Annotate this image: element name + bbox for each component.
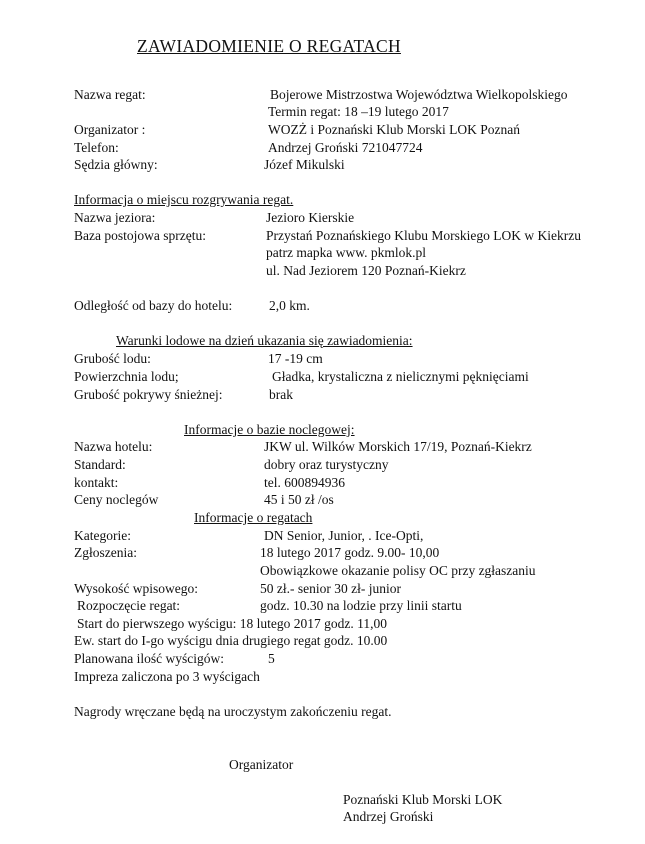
price-label: Ceny noclegów (74, 492, 159, 507)
organizer-label: Organizator : (74, 122, 146, 137)
insurance-note: Obowiązkowe okazanie polisy OC przy zgłaszaniu (260, 563, 536, 578)
lodging-heading: Informacje o bazie noclegowej: (184, 422, 355, 437)
planned-races-label: Planowana ilość wyścigów: (74, 651, 224, 666)
second-day-start-line: Ew. start do I-go wyścigu dnia drugiego regat godz. 10.00 (74, 633, 388, 648)
fee-label: Wysokość wpisowego: (74, 581, 199, 596)
venue-heading: Informacja o miejscu rozgrywania regat. (74, 192, 294, 207)
snow-value: brak (269, 387, 293, 402)
base-label: Baza postojowa sprzętu: (74, 228, 206, 243)
categories-label: Kategorie: (74, 528, 131, 543)
regatta-heading: Informacje o regatach (194, 510, 313, 525)
phone-value: Andrzej Groński 721047724 (268, 140, 423, 155)
signature-club: Poznański Klub Morski LOK (343, 792, 503, 807)
contact-value: tel. 600894936 (264, 475, 345, 490)
hotel-label: Nazwa hotelu: (74, 439, 153, 454)
signature-person: Andrzej Groński (343, 809, 434, 824)
phone-label: Telefon: (74, 140, 119, 155)
regatta-name-label: Nazwa regat: (74, 87, 146, 102)
organizer-value: WOZŻ i Poznański Klub Morski LOK Poznań (268, 122, 520, 137)
contact-label: kontakt: (74, 475, 119, 490)
categories-value: DN Senior, Junior, . Ice-Opti, (264, 528, 424, 543)
standard-label: Standard: (74, 457, 126, 472)
awards-line: Nagrody wręczane będą na uroczystym zakończeniu regat. (74, 704, 392, 719)
judge-label: Sędzia główny: (74, 157, 158, 172)
planned-races-value: 5 (268, 651, 275, 666)
page-title: ZAWIADOMIENIE O REGATACH (137, 36, 401, 56)
base-value: Przystań Poznańskiego Klubu Morskiego LOK w Kiekrzu (266, 228, 581, 243)
judge-value: Józef Mikulski (264, 157, 345, 172)
ice-thickness-label: Grubość lodu: (74, 351, 151, 366)
opening-value: godz. 10.30 na lodzie przy linii startu (260, 598, 462, 613)
price-value: 45 i 50 zł /os (264, 492, 334, 507)
hotel-value: JKW ul. Wilków Morskich 17/19, Poznań-Kiekrz (264, 439, 532, 454)
ice-surface-value: Gładka, krystaliczna z nielicznymi pęknięciami (272, 369, 529, 384)
entries-value: 18 lutego 2017 godz. 9.00- 10,00 (260, 545, 440, 560)
opening-label: Rozpoczęcie regat: (77, 598, 181, 613)
base-address: ul. Nad Jeziorem 120 Poznań-Kiekrz (266, 263, 466, 278)
regatta-date-value: Termin regat: 18 –19 lutego 2017 (268, 104, 449, 119)
ice-surface-label: Powierzchnia lodu; (74, 369, 179, 384)
signature-organizer-label: Organizator (229, 757, 294, 772)
valid-regatta-line: Impreza zaliczona po 3 wyścigach (74, 669, 260, 684)
first-start-line: Start do pierwszego wyścigu: 18 lutego 2017 godz. 11,00 (77, 616, 387, 631)
entries-label: Zgłoszenia: (74, 545, 137, 560)
map-link: patrz mapka www. pkmlok.pl (266, 245, 426, 260)
ice-thickness-value: 17 -19 cm (268, 351, 323, 366)
ice-heading: Warunki lodowe na dzień ukazania się zawiadomienia: (116, 333, 413, 348)
fee-value: 50 zł.- senior 30 zł- junior (260, 581, 401, 596)
lake-value: Jezioro Kierskie (266, 210, 355, 225)
distance-label: Odległość od bazy do hotelu: (74, 298, 233, 313)
lake-label: Nazwa jeziora: (74, 210, 156, 225)
regatta-name-value: Bojerowe Mistrzostwa Województwa Wielkopolskiego (270, 87, 568, 102)
standard-value: dobry oraz turystyczny (264, 457, 389, 472)
distance-value: 2,0 km. (269, 298, 310, 313)
snow-label: Grubość pokrywy śnieżnej: (74, 387, 223, 402)
